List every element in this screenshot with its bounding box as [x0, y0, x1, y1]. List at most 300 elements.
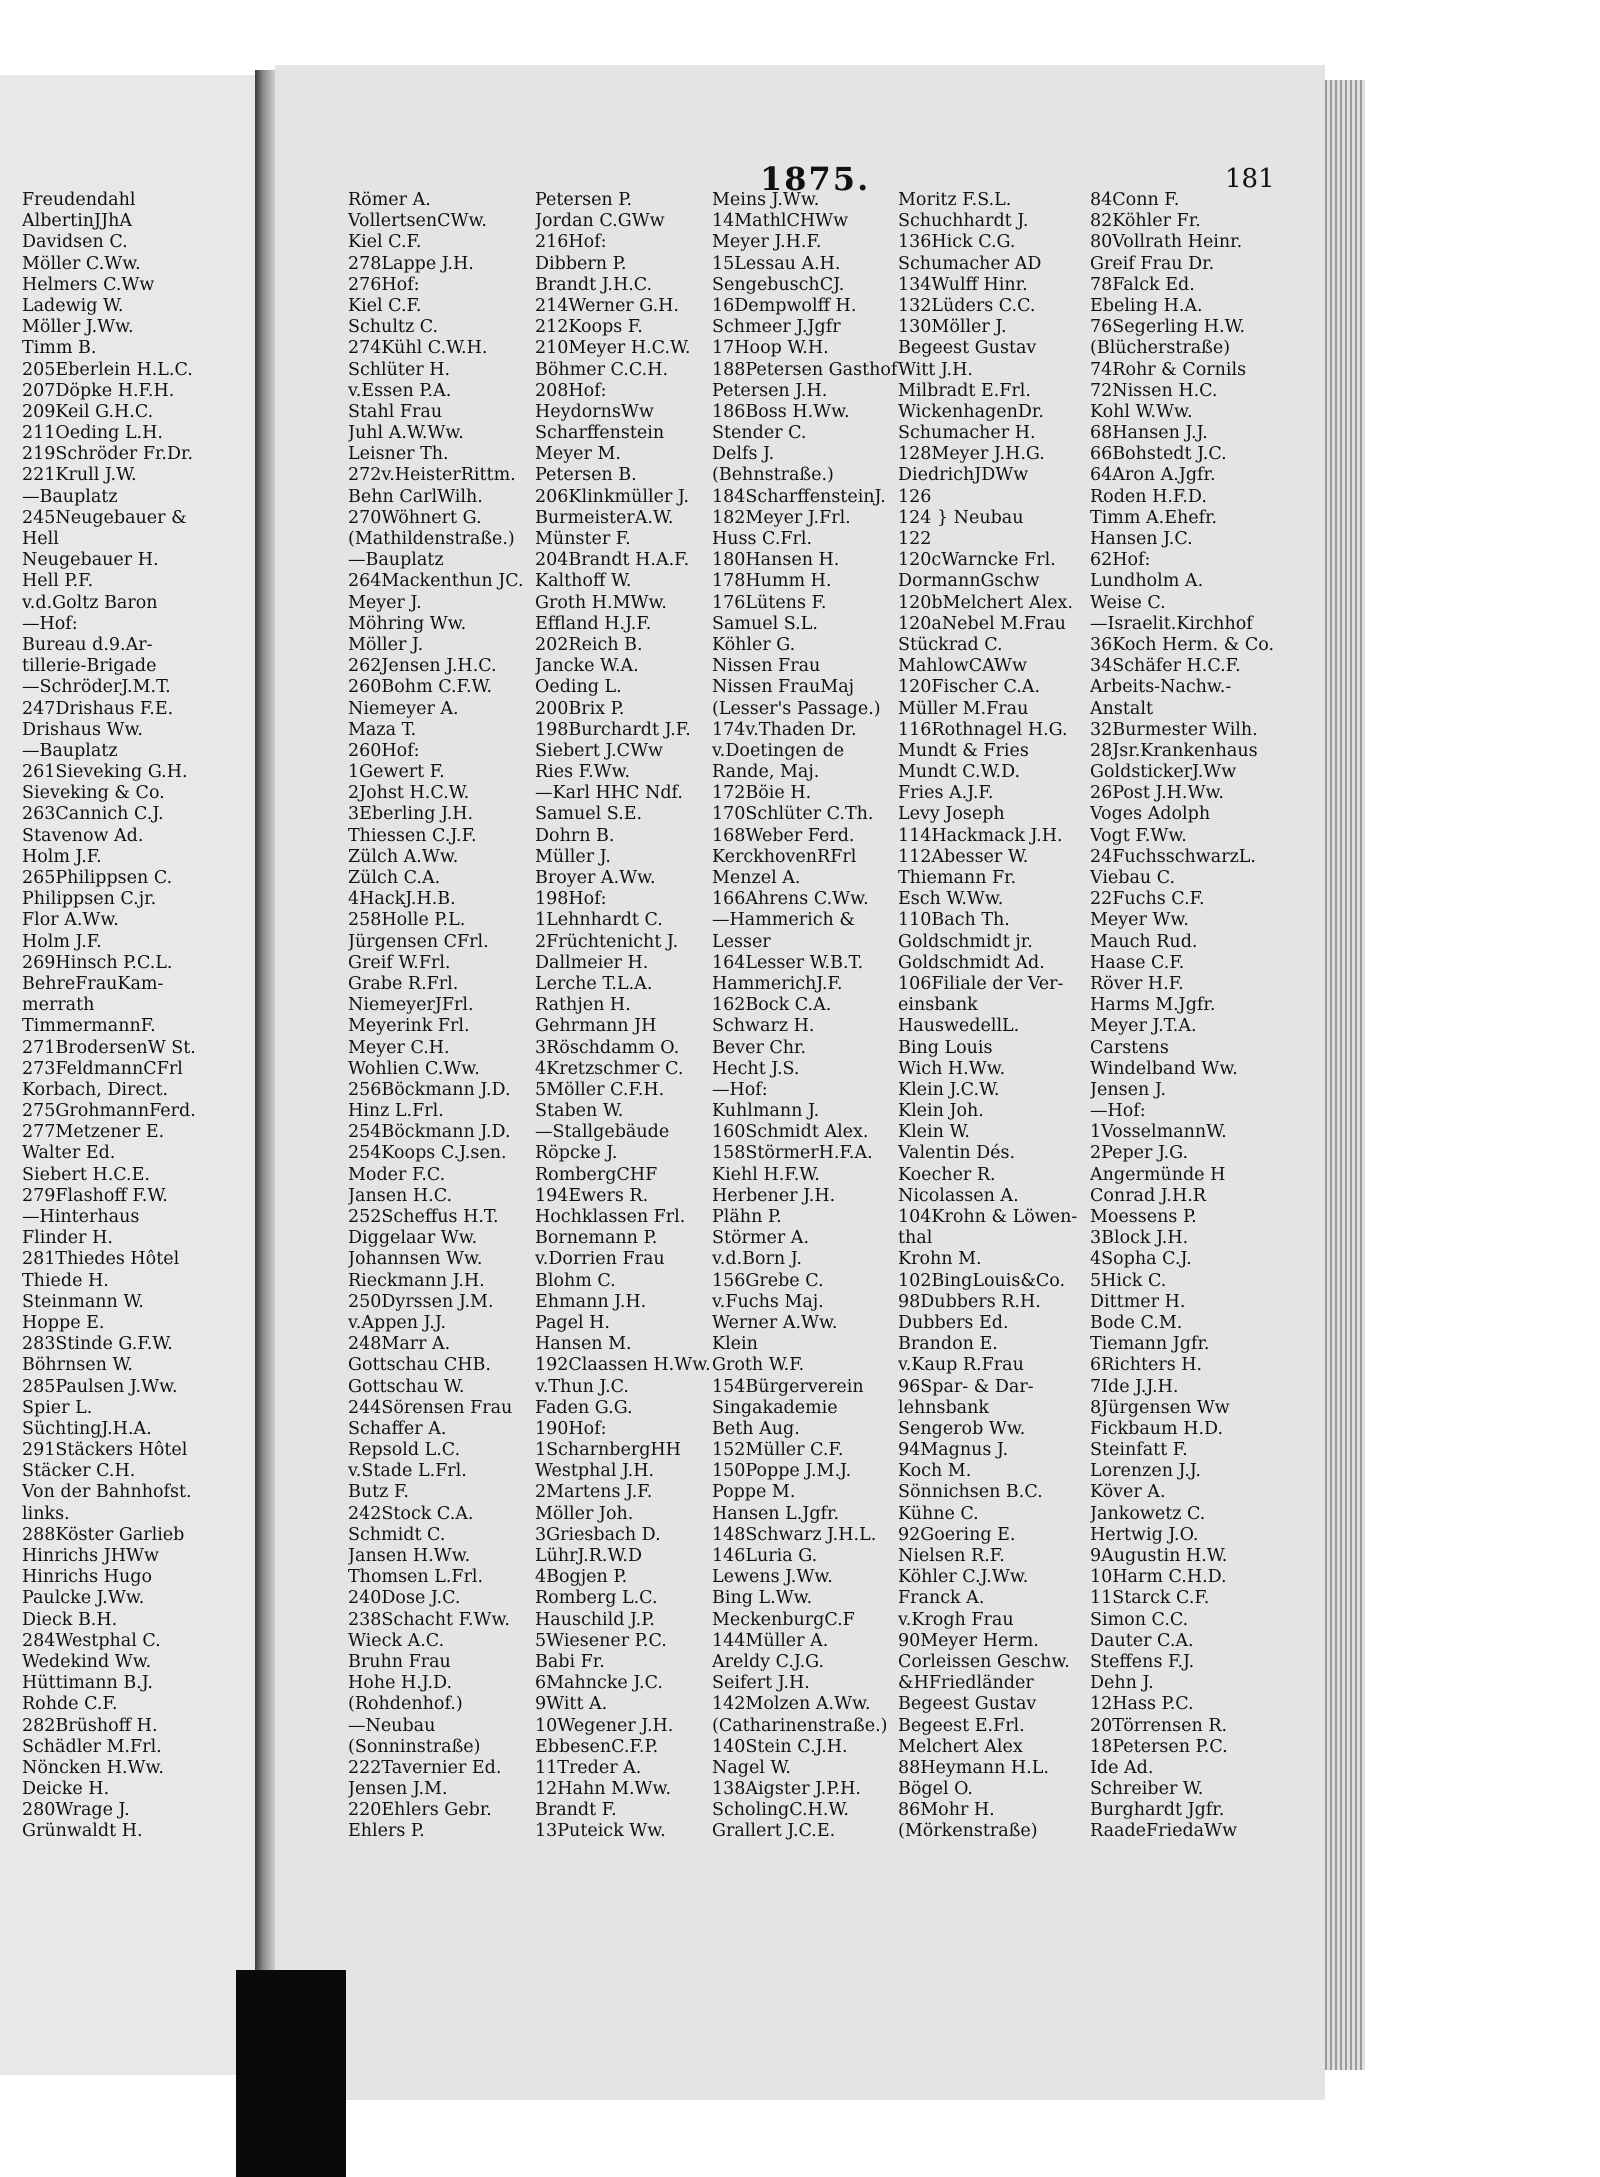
directory-entry: 92Goering E. [898, 1524, 1016, 1545]
directory-entry: Vogt F.Ww. [1090, 825, 1187, 846]
directory-entry: 9Witt A. [535, 1694, 608, 1715]
directory-entry: MahlowCAWw [898, 656, 1028, 677]
directory-entry: Drishaus Ww. [22, 719, 143, 740]
directory-entry: Moder F.C. [348, 1164, 446, 1185]
directory-entry: Johannsen Ww. [348, 1249, 483, 1270]
directory-entry: Lesser [712, 931, 771, 952]
directory-entry: Greif Frau Dr. [1090, 253, 1215, 274]
directory-entry: 247Drishaus F.E. [22, 698, 174, 719]
directory-entry: 90Meyer Herm. [898, 1630, 1039, 1651]
directory-entry: Huss C.Frl. [712, 529, 813, 549]
directory-entry: 106Filiale der Ver- [898, 973, 1064, 994]
directory-entry: HauswedellL. [898, 1016, 1020, 1037]
directory-entry: SüchtingJ.H.A. [22, 1418, 152, 1439]
directory-entry: Blohm C. [535, 1270, 616, 1291]
directory-column-2 [535, 190, 715, 1843]
directory-entry: 164Lesser W.B.T. [712, 952, 864, 973]
directory-entry: Röpcke J. [535, 1143, 618, 1164]
directory-entry: GoldstickerJ.Ww [1090, 762, 1237, 783]
directory-entry: 276Hof: [348, 274, 420, 295]
directory-entry: Effland H.J.F. [535, 613, 652, 634]
directory-entry: Jensen J. [1090, 1079, 1167, 1100]
directory-entry: Flinder H. [22, 1228, 113, 1249]
directory-entry: Nielsen R.F. [898, 1546, 1005, 1566]
directory-entry: Jansen H.C. [348, 1185, 453, 1206]
directory-entry: 275GrohmannFerd. [22, 1101, 196, 1122]
directory-entry: 192Claassen H.Ww. [535, 1355, 711, 1376]
directory-entry: Plähn P. [712, 1207, 782, 1227]
directory-entry: LührJ.R.W.D [535, 1546, 643, 1566]
directory-entry: 124 } Neubau [898, 507, 1024, 528]
directory-entry: 2Früchtenicht J. [535, 931, 679, 952]
directory-entry: v.Fuchs Maj. [712, 1291, 824, 1312]
directory-entry: Meyer J.H.F. [712, 232, 822, 253]
directory-entry: 219Schröder Fr.Dr. [22, 444, 194, 465]
directory-entry: 15Lessau A.H. [712, 253, 841, 274]
directory-entry: Lewens J.Ww. [712, 1567, 833, 1588]
directory-entry: 166Ahrens C.Ww. [712, 889, 869, 910]
directory-entry: 6Mahncke J.C. [535, 1673, 663, 1694]
directory-entry: 216Hof: [535, 232, 607, 253]
directory-entry: 254Böckmann J.D. [348, 1122, 511, 1143]
directory-entry: Schumacher H. [898, 423, 1036, 444]
scanner-clamp [236, 1970, 346, 2177]
directory-entry: Brandon E. [898, 1334, 998, 1355]
directory-entry: Korbach, Direct. [22, 1079, 169, 1100]
directory-entry: Petersen J.H. [712, 380, 828, 401]
directory-entry: Valentin Dés. [898, 1143, 1016, 1164]
directory-entry: 150Poppe J.M.J. [712, 1461, 852, 1482]
directory-entry: 11Treder A. [535, 1757, 642, 1778]
directory-entry: Nissen Frau [712, 656, 821, 677]
directory-entry: 269Hinsch P.C.L. [22, 952, 173, 973]
directory-entry: 112Abesser W. [898, 846, 1029, 867]
directory-entry: 272v.HeisterRittm. [348, 465, 516, 486]
directory-entry: 1Lehnhardt C. [535, 910, 663, 931]
directory-entry: Melchert Alex [898, 1736, 1023, 1757]
directory-entry: Sengerob Ww. [898, 1418, 1026, 1439]
directory-entry: 80Vollrath Heinr. [1090, 232, 1243, 253]
directory-entry: 262Jensen J.H.C. [348, 656, 497, 677]
directory-entry: Maza T. [348, 719, 417, 740]
directory-entry: Zülch C.A. [348, 868, 441, 888]
directory-entry: Hertwig J.O. [1090, 1524, 1199, 1545]
directory-entry: 9Augustin H.W. [1090, 1546, 1228, 1566]
directory-entry: v.d.Born J. [712, 1249, 802, 1270]
directory-entry: Ladewig W. [22, 295, 124, 316]
directory-entry: Grallert J.C.E. [712, 1821, 836, 1842]
directory-entry: Arbeits-Nachw.- [1090, 677, 1232, 698]
directory-entry: Goldschmidt Ad. [898, 952, 1045, 973]
directory-entry: 10Harm C.H.D. [1090, 1567, 1227, 1588]
directory-entry: 291Stäckers Hôtel [22, 1440, 188, 1461]
directory-entry: Paulcke J.Ww. [22, 1588, 145, 1609]
directory-entry: 120cWarncke Frl. [898, 550, 1056, 571]
directory-entry: Seifert J.H. [712, 1673, 810, 1694]
directory-entry: Rohde C.F. [22, 1694, 118, 1715]
directory-entry: 98Dubbers R.H. [898, 1291, 1041, 1312]
directory-entry: KerckhovenRFrl [712, 846, 857, 867]
directory-entry: 270Wöhnert G. [348, 507, 482, 528]
directory-entry: Repsold L.C. [348, 1440, 461, 1461]
directory-entry: 62Hof: [1090, 550, 1151, 571]
directory-entry: Faden G.G. [535, 1397, 633, 1418]
directory-column-1 [348, 190, 538, 1843]
directory-entry: Bever Chr. [712, 1037, 807, 1058]
directory-entry: 128Meyer J.H.G. [898, 444, 1045, 465]
directory-entry: Hinrichs Hugo [22, 1567, 152, 1588]
directory-entry: (Rohdenhof.) [348, 1694, 463, 1715]
directory-entry: —Israelit.Kirchhof [1090, 613, 1253, 634]
directory-entry: 64Aron A.Jgfr. [1090, 465, 1216, 486]
directory-entry: Freudendahl [22, 190, 136, 210]
directory-entry: 261Sieveking G.H. [22, 762, 188, 783]
directory-entry: 244Sörensen Frau [348, 1397, 513, 1418]
directory-entry: Störmer A. [712, 1228, 810, 1249]
directory-entry: Klein J.C.W. [898, 1079, 1000, 1100]
directory-entry: 248Marr A. [348, 1334, 451, 1355]
directory-entry: 2Peper J.G. [1090, 1143, 1189, 1164]
directory-entry: BurmeisterA.W. [535, 507, 674, 528]
directory-entry: Levy Joseph [898, 804, 1005, 825]
directory-entry: v.Stade L.Frl. [348, 1461, 467, 1482]
directory-entry: 194Ewers R. [535, 1185, 649, 1206]
directory-entry: —Stallgebäude [535, 1122, 670, 1143]
directory-entry: 186Boss H.Ww. [712, 401, 850, 422]
directory-entry: 138Aigster J.P.H. [712, 1779, 861, 1800]
directory-entry: Schmeer J.Jgfr [712, 317, 841, 338]
directory-entry: Viebau C. [1090, 868, 1176, 888]
directory-entry: 279Flashoff F.W. [22, 1185, 168, 1206]
directory-entry: 18Petersen P.C. [1090, 1736, 1228, 1757]
directory-entry: Ehmann J.H. [535, 1291, 647, 1312]
directory-entry: 207Döpke H.F.H. [22, 380, 175, 401]
directory-entry: Angermünde H [1090, 1164, 1226, 1185]
directory-entry: RaadeFriedaWw [1090, 1821, 1238, 1842]
directory-entry: 120Fischer C.A. [898, 677, 1041, 698]
directory-entry: Spier L. [22, 1397, 93, 1418]
directory-entry: VollertsenCWw. [348, 211, 487, 232]
directory-entry: 168Weber Ferd. [712, 825, 855, 846]
directory-entry: NiemeyerJFrl. [348, 995, 474, 1016]
directory-entry: Stender C. [712, 423, 807, 444]
directory-entry: Juhl A.W.Ww. [348, 423, 464, 444]
directory-entry: Jordan C.GWw [535, 211, 665, 232]
directory-entry: Röver H.F. [1090, 973, 1184, 994]
directory-entry: Bing Louis [898, 1037, 993, 1058]
directory-entry: merrath [22, 995, 95, 1016]
directory-entry: Neugebauer H. [22, 550, 159, 571]
directory-entry: Schumacher AD [898, 253, 1042, 274]
directory-entry: Windelband Ww. [1090, 1058, 1238, 1079]
directory-entry: Dallmeier H. [535, 952, 649, 973]
directory-entry: Butz F. [348, 1482, 409, 1503]
directory-entry: Tiemann Jgfr. [1090, 1334, 1210, 1355]
directory-entry: 24FuchsschwarzL. [1090, 846, 1256, 867]
directory-entry: Hansen J.C. [1090, 529, 1193, 549]
directory-entry: Hauschild J.P. [535, 1609, 655, 1630]
directory-entry: Hansen L.Jgfr. [712, 1503, 840, 1524]
directory-entry: 102BingLouis&Co. [898, 1270, 1066, 1291]
directory-entry: Mundt C.W.D. [898, 762, 1021, 783]
directory-entry: 182Meyer J.Frl. [712, 507, 851, 528]
directory-entry: Dieck B.H. [22, 1609, 118, 1630]
directory-entry: Menzel A. [712, 868, 801, 888]
directory-entry: tillerie-Brigade [22, 656, 157, 677]
directory-entry: 277Metzener E. [22, 1122, 165, 1143]
directory-entry: —Bauplatz [348, 550, 444, 571]
directory-entry: v.d.Goltz Baron [22, 592, 158, 613]
directory-entry: Esch W.Ww. [898, 889, 1004, 910]
directory-entry: Schreiber W. [1090, 1779, 1204, 1800]
directory-entry: —Hof: [712, 1079, 768, 1100]
directory-entry: v.Essen P.A. [348, 380, 452, 401]
directory-entry: Samuel S.L. [712, 613, 818, 634]
directory-entry: Simon C.C. [1090, 1609, 1189, 1630]
directory-entry: 68Hansen J.J. [1090, 423, 1208, 444]
directory-entry: Schlüter H. [348, 359, 451, 380]
directory-entry: 5Möller C.F.H. [535, 1079, 665, 1100]
directory-entry: Burghardt Jgfr. [1090, 1800, 1225, 1821]
directory-entry: Köhler C.J.Ww. [898, 1567, 1029, 1588]
directory-entry: Von der Bahnhofst. [22, 1482, 192, 1503]
directory-entry: 12Hass P.C. [1090, 1694, 1194, 1715]
directory-entry: 6Richters H. [1090, 1355, 1203, 1376]
directory-entry: Witt J.H. [898, 359, 973, 380]
directory-entry: Thiessen C.J.F. [348, 825, 477, 846]
directory-entry: 2Martens J.F. [535, 1482, 653, 1503]
directory-entry: 116Rothnagel H.G. [898, 719, 1068, 740]
directory-entry: 20Törrensen R. [1090, 1715, 1228, 1736]
directory-entry: Hoppe E. [22, 1312, 105, 1333]
directory-entry: 142Molzen A.Ww. [712, 1694, 871, 1715]
directory-entry: Koecher R. [898, 1164, 996, 1185]
directory-entry: —Bauplatz [22, 740, 118, 761]
directory-entry: (Behnstraße.) [712, 465, 834, 486]
directory-entry: 3Griesbach D. [535, 1524, 661, 1545]
directory-entry: 94Magnus J. [898, 1440, 1009, 1461]
directory-entry: Möller J. [348, 634, 424, 655]
directory-entry: 140Stein C.J.H. [712, 1736, 848, 1757]
directory-entry: 158StörmerH.F.A. [712, 1143, 873, 1164]
book-gutter [255, 70, 275, 2110]
directory-entry: Mundt & Fries [898, 740, 1029, 761]
directory-entry: Werner A.Ww. [712, 1312, 838, 1333]
directory-entry: Schaffer A. [348, 1418, 447, 1439]
directory-entry: 264Mackenthun JC. [348, 571, 524, 592]
directory-entry: 148Schwarz J.H.L. [712, 1524, 877, 1545]
directory-entry: 256Böckmann J.D. [348, 1079, 511, 1100]
directory-entry: Klein Joh. [898, 1101, 984, 1122]
directory-entry: (Mörkenstraße) [898, 1821, 1038, 1842]
directory-entry: Gehrmann JH [535, 1016, 657, 1037]
directory-entry: 120aNebel M.Frau [898, 613, 1066, 634]
directory-entry: Staben W. [535, 1101, 624, 1122]
directory-entry: v.Thun J.C. [535, 1376, 629, 1397]
directory-entry: einsbank [898, 995, 978, 1016]
directory-entry: Bornemann P. [535, 1228, 658, 1249]
directory-entry: Hinrichs JHWw [22, 1546, 159, 1566]
directory-entry: 154Bürgerverein [712, 1376, 864, 1397]
directory-entry: Westphal J.H. [535, 1461, 655, 1482]
directory-entry: ScholingC.H.W. [712, 1800, 849, 1821]
directory-entry: Samuel S.E. [535, 804, 643, 825]
directory-entry: 263Cannich C.J. [22, 804, 164, 825]
directory-entry: 210Meyer H.C.W. [535, 338, 691, 359]
directory-entry: Davidsen C. [22, 232, 128, 253]
directory-entry: 126 [898, 486, 932, 507]
directory-entry: 254Koops C.J.sen. [348, 1143, 507, 1164]
directory-entry: 1Gewert F. [348, 762, 445, 783]
directory-entry: 283Stinde G.F.W. [22, 1334, 173, 1355]
directory-entry: 144Müller A. [712, 1630, 829, 1651]
directory-entry: 4Kretzschmer C. [535, 1058, 684, 1079]
directory-entry: Thiemann Fr. [898, 868, 1017, 888]
directory-entry: Schultz C. [348, 317, 439, 338]
directory-entry: Hochklassen Frl. [535, 1207, 686, 1227]
directory-entry: Möller C.Ww. [22, 253, 141, 274]
directory-entry: —Hinterhaus [22, 1207, 140, 1227]
directory-entry: Gottschau W. [348, 1376, 465, 1397]
directory-entry: 258Holle P.L. [348, 910, 466, 931]
directory-entry: Steinmann W. [22, 1291, 144, 1312]
directory-entry: Hinz L.Frl. [348, 1101, 444, 1122]
directory-entry: 28Jsr.Krankenhaus [1090, 740, 1258, 761]
directory-entry: v.Doetingen de [712, 740, 845, 761]
directory-entry: Ries F.Ww. [535, 762, 631, 783]
directory-entry: Romberg L.C. [535, 1588, 658, 1609]
directory-entry: Timm B. [22, 338, 97, 359]
directory-entry: Bing L.Ww. [712, 1588, 813, 1609]
directory-entry: Deicke H. [22, 1779, 110, 1800]
directory-entry: Kühne C. [898, 1503, 979, 1524]
directory-entry: —Karl HHC Ndf. [535, 783, 683, 804]
directory-entry: Möller J.Ww. [22, 317, 134, 338]
directory-entry: 34Schäfer H.C.F. [1090, 656, 1241, 677]
directory-entry: 156Grebe C. [712, 1270, 824, 1291]
directory-entry: Dehn J. [1090, 1673, 1154, 1694]
directory-entry: 190Hof: [535, 1418, 607, 1439]
directory-entry: Möhring Ww. [348, 613, 467, 634]
directory-entry: 134Wulff Hinr. [898, 274, 1028, 295]
directory-entry: 178Humm H. [712, 571, 832, 592]
directory-entry: 11Starck C.F. [1090, 1588, 1210, 1609]
directory-entry: Brandt J.H.C. [535, 274, 653, 295]
directory-entry: 288Köster Garlieb [22, 1524, 185, 1545]
directory-entry: TimmermannF. [22, 1016, 156, 1037]
directory-entry: 160Schmidt Alex. [712, 1122, 869, 1143]
directory-entry: 242Stock C.A. [348, 1503, 474, 1524]
directory-entry: Stavenow Ad. [22, 825, 144, 846]
directory-entry: Römer A. [348, 190, 431, 210]
directory-entry: 208Hof: [535, 380, 607, 401]
directory-entry: 174v.Thaden Dr. [712, 719, 857, 740]
directory-entry: Kiehl H.F.W. [712, 1164, 820, 1185]
directory-entry: Groth H.MWw. [535, 592, 667, 613]
directory-entry: Delfs J. [712, 444, 775, 465]
directory-entry: Wohlien C.Ww. [348, 1058, 480, 1079]
directory-entry: Weise C. [1090, 592, 1166, 613]
directory-entry: 265Philippsen C. [22, 868, 173, 888]
directory-column-4 [898, 190, 1098, 1843]
directory-entry: BehreFrauKam- [22, 973, 164, 994]
directory-entry: Siebert H.C.E. [22, 1164, 150, 1185]
directory-entry: lehnsbank [898, 1397, 989, 1418]
directory-entry: Nissen FrauMaj [712, 677, 855, 698]
directory-entry: Sönnichsen B.C. [898, 1482, 1043, 1503]
directory-entry: 220Ehlers Gebr. [348, 1800, 492, 1821]
directory-entry: Hüttimann B.J. [22, 1673, 153, 1694]
directory-entry: 221Krull J.W. [22, 465, 137, 486]
directory-entry: Hohe H.J.D. [348, 1673, 453, 1694]
directory-entry: 202Reich B. [535, 634, 643, 655]
directory-entry: Groth W.F. [712, 1355, 805, 1376]
directory-entry: Meyer M. [535, 444, 621, 465]
directory-entry: 7Ide J.J.H. [1090, 1376, 1179, 1397]
directory-entry: —SchröderJ.M.T. [22, 677, 171, 698]
directory-entry: 13Puteick Ww. [535, 1821, 666, 1842]
directory-entry: 176Lütens F. [712, 592, 827, 613]
directory-entry: —Neubau [348, 1715, 436, 1736]
directory-entry: Jansen H.Ww. [348, 1546, 471, 1566]
directory-entry: SengebuschCJ. [712, 274, 845, 295]
directory-entry: Broyer A.Ww. [535, 868, 656, 888]
directory-entry: Conrad J.H.R [1090, 1185, 1206, 1206]
directory-entry: 214Werner G.H. [535, 295, 679, 316]
directory-entry: Schuchhardt J. [898, 211, 1029, 232]
directory-entry: Koch M. [898, 1461, 972, 1482]
directory-entry: Meyer Ww. [1090, 910, 1189, 931]
directory-entry: v.Kaup R.Frau [898, 1355, 1024, 1376]
directory-entry: 22Fuchs C.F. [1090, 889, 1205, 910]
directory-entry: —Hof: [1090, 1101, 1146, 1122]
directory-entry: v.Appen J.J. [348, 1312, 447, 1333]
directory-entry: 204Brandt H.A.F. [535, 550, 690, 571]
directory-entry: Anstalt [1090, 698, 1153, 719]
directory-entry: Petersen P. [535, 190, 633, 210]
directory-entry: Fries A.J.F. [898, 783, 994, 804]
directory-entry: Areldy C.J.G. [712, 1651, 825, 1672]
directory-entry: Krohn M. [898, 1249, 982, 1270]
directory-entry: Goldschmidt jr. [898, 931, 1033, 952]
directory-entry: 72Nissen H.C. [1090, 380, 1218, 401]
directory-entry: 278Lappe J.H. [348, 253, 474, 274]
directory-entry: 240Dose J.C. [348, 1588, 461, 1609]
directory-entry: 2Johst H.C.W. [348, 783, 470, 804]
directory-entry: Meins J.Ww. [712, 190, 820, 210]
page-edges [1325, 80, 1365, 2070]
directory-entry: Kuhlmann J. [712, 1101, 820, 1122]
directory-entry: Köhler G. [712, 634, 796, 655]
directory-entry: Mauch Rud. [1090, 931, 1198, 952]
directory-entry: Rathjen H. [535, 995, 631, 1016]
directory-entry: Milbradt E.Frl. [898, 380, 1031, 401]
directory-entry: Bögel O. [898, 1779, 973, 1800]
directory-entry: Wich H.Ww. [898, 1058, 1006, 1079]
directory-entry: Möller Joh. [535, 1503, 634, 1524]
directory-entry: Behn CarlWilh. [348, 486, 483, 507]
directory-entry: Pagel H. [535, 1312, 610, 1333]
directory-entry: 82Köhler Fr. [1090, 211, 1201, 232]
directory-entry: Dohrn B. [535, 825, 615, 846]
directory-entry: Beth Aug. [712, 1418, 800, 1439]
directory-entry: links. [22, 1503, 70, 1524]
directory-entry: 282Brüshoff H. [22, 1715, 158, 1736]
directory-entry: Meyerink Frl. [348, 1016, 470, 1037]
directory-column-3 [712, 190, 912, 1843]
directory-entry: Rieckmann J.H. [348, 1270, 485, 1291]
directory-entry: 4Bogjen P. [535, 1567, 628, 1588]
